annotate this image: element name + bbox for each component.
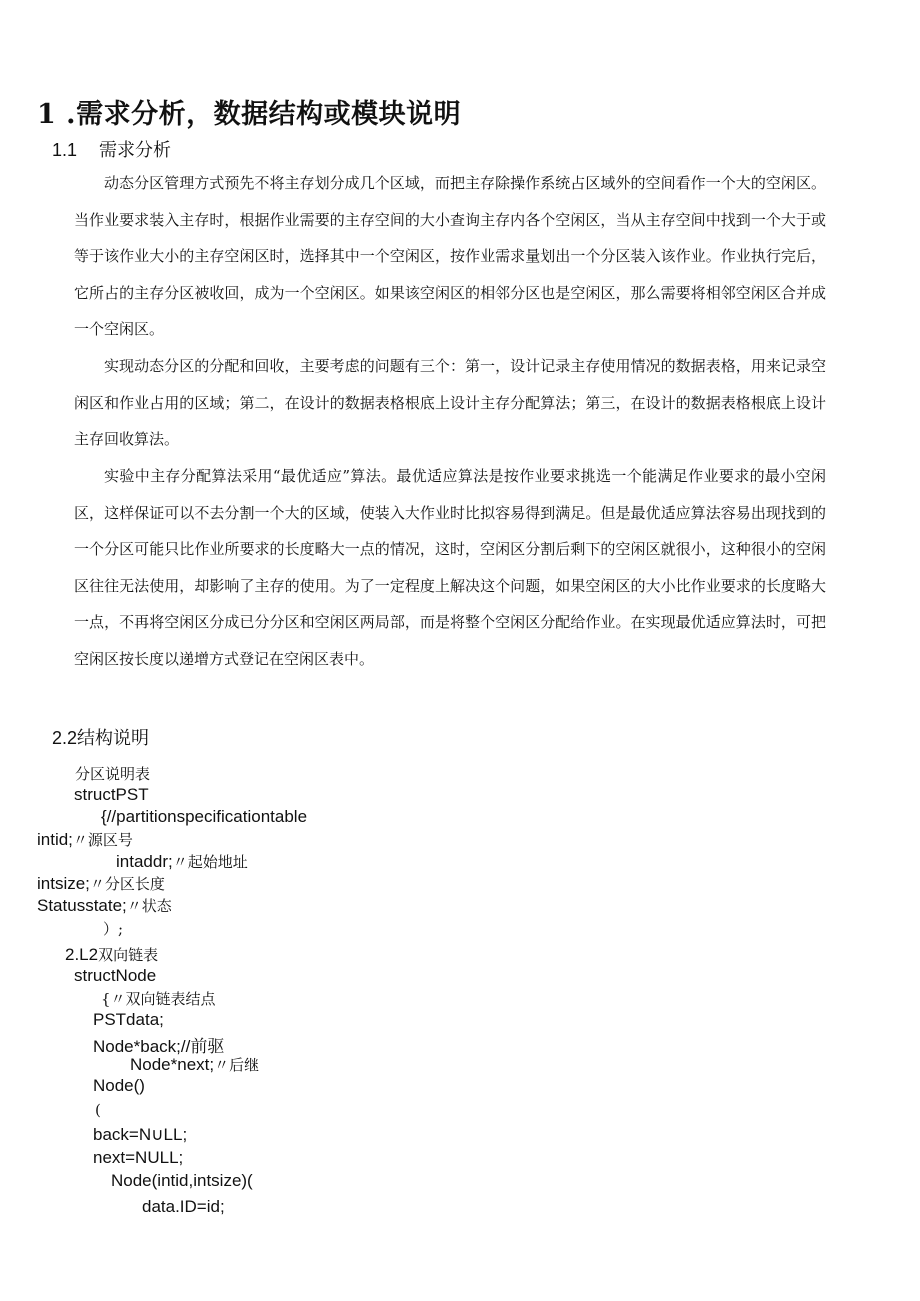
struct-node-line: structNode bbox=[74, 966, 157, 985]
ctor-next-line: next=NULL; bbox=[93, 1148, 184, 1167]
section-2-2-heading bbox=[52, 724, 149, 750]
section-1-1-heading bbox=[52, 136, 171, 162]
field-size-line: intsize;〃分区长度 bbox=[37, 874, 165, 893]
pst-close-line: ）; bbox=[103, 920, 124, 938]
field-id-line: intid;〃源区号 bbox=[37, 830, 133, 849]
section-2-2-number: 2.2 bbox=[52, 728, 78, 748]
ctor-line: Node() bbox=[93, 1076, 145, 1095]
paragraph-dynamic-partition bbox=[74, 165, 826, 348]
paragraph-3: 实验中主存分配算法采用“最优适应”算法。最优适应算法是按作业要求挑选一个能满足作业要求的最小空闲区，这样保证可以不去分割一个大的区域，使装入大作业时比拟容易得到满足。但是最优适应算法容易出现找到的一个分区可能只比作业所要求的长度略大一点的情况，这时，空闲区分割后剩下的空闲区就很小，这种很小的空闲区往往无法使用，却影响了主存的使用。为了一定程度上解决这个问题，如果空闲区的大小比作业要求的长度略大一点，不再将空闲区分成已分分区和空闲区两局部，而是将整个空闲区分配给作业。在实现最优适应算法时，可把空闲区按长度以递增方式登记在空闲区表中。 bbox=[74, 467, 826, 668]
struct-pst-line: structPST bbox=[74, 785, 149, 804]
subsection-linked-list: 2.L2双向链表 bbox=[65, 945, 159, 964]
node-back-line: Node*back;//前驱 bbox=[93, 1037, 225, 1056]
section-1-1-title: 需求分析 bbox=[99, 140, 172, 161]
paragraph-1: 动态分区管理方式预先不将主存划分成几个区域，而把主存除操作系统占区域外的空间看作一个大的空闲区。当作业要求装入主存时，根据作业需要的主存空间的大小查询主存内各个空闲区，当从主存空间中找到一个大于或等于该作业大小的主存空闲区时，选择其中一个空闲区，按作业需求量划出一个分区装入该作业。作业执行完后，它所占的主存分区被收回，成为一个空闲区。如果该空闲区的相邻分区也是空闲区，那么需要将相邻空闲区合并成一个空闲区。 bbox=[74, 174, 826, 339]
section-1-1-number: 1.1 bbox=[52, 140, 78, 160]
heading-requirements-analysis: 1 .需求分析，数据结构或模块说明 bbox=[37, 99, 462, 130]
field-addr-line: intaddr;〃起始地址 bbox=[116, 852, 248, 871]
section-2-2-title: 结构说明 bbox=[77, 728, 150, 749]
paragraph-allocation-problems bbox=[74, 348, 826, 458]
ctor2-line: Node(intid,intsize)( bbox=[111, 1171, 253, 1190]
pst-caption: 分区说明表 bbox=[75, 765, 151, 783]
node-data-line: PSTdata; bbox=[93, 1010, 164, 1029]
field-state-line: Statusstate;〃状态 bbox=[37, 896, 172, 915]
paragraph-2: 实现动态分区的分配和回收，主要考虑的问题有三个：第一，设计记录主存使用情况的数据表格，用来记录空闲区和作业占用的区域；第二，在设计的数据表格根底上设计主存分配算法；第三，在设计的数据表格根底上设计主存回收算法。 bbox=[74, 357, 826, 449]
node-next-line: Node*next;〃后继 bbox=[130, 1055, 260, 1074]
paragraph-best-fit bbox=[74, 458, 826, 678]
ctor2-body-line: data.ID=id; bbox=[142, 1197, 225, 1216]
ctor-open-line: ( bbox=[95, 1101, 101, 1119]
ctor-back-line: back=N∪LL; bbox=[93, 1125, 188, 1144]
node-open-line: {〃双向链表结点 bbox=[101, 990, 216, 1008]
pst-open-line: {//partitionspecificationtable bbox=[101, 807, 308, 826]
